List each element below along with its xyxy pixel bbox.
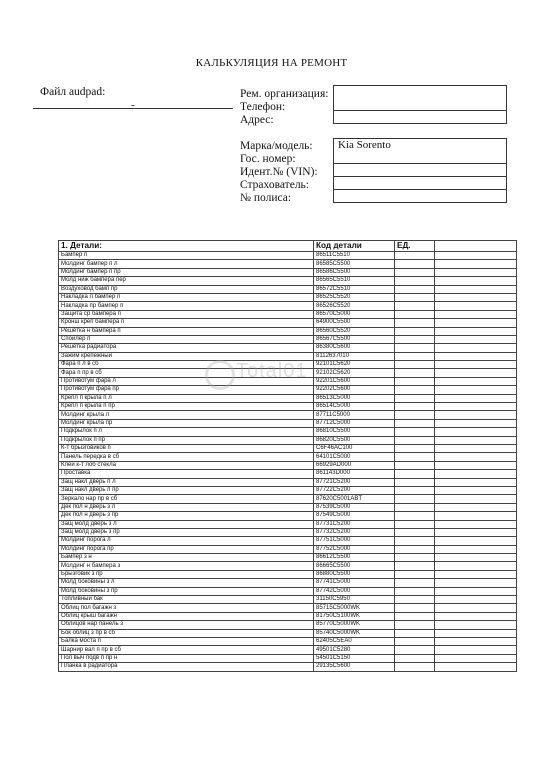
part-code-cell: 87732C5200: [314, 528, 395, 536]
part-code-cell: 87731C5200: [314, 520, 395, 528]
table-row: [59, 528, 517, 536]
repair-org-field[interactable]: [333, 85, 507, 99]
part-code-cell: 49501C5280: [314, 646, 395, 654]
extra-cell: [435, 604, 517, 612]
unit-cell: [395, 621, 435, 629]
part-code-cell: 86612C5500: [314, 554, 395, 562]
part-code-cell: 85740C5000WK: [314, 629, 395, 637]
part-code-cell: 86567C5500: [314, 335, 395, 343]
table-row: [59, 411, 517, 419]
extra-cell: [435, 453, 517, 461]
part-code-cell: 87620C5001ABT: [314, 495, 395, 503]
unit-cell: [395, 629, 435, 637]
parts-table-header: [59, 241, 517, 252]
insurer-label: Страхователь:: [240, 179, 309, 191]
table-row: [59, 394, 517, 402]
part-name-cell: Облиц крыш багажн: [59, 612, 314, 620]
part-code-cell: 86570C5000: [314, 310, 395, 318]
part-name-cell: Фара п л в сб: [59, 361, 314, 369]
part-name-cell: Балка моста п: [59, 637, 314, 645]
make-model-label: Марка/модель:: [240, 140, 313, 152]
phone-field[interactable]: [333, 98, 507, 111]
part-name-cell: Молдинг крыла пр: [59, 419, 314, 427]
unit-cell: [395, 302, 435, 310]
extra-cell: [435, 663, 517, 671]
unit-cell: [395, 612, 435, 620]
extra-cell: [435, 545, 517, 553]
part-code-cell: 87722C5200: [314, 486, 395, 494]
table-row: [59, 444, 517, 452]
unit-cell: [395, 344, 435, 352]
unit-cell: [395, 260, 435, 268]
unit-cell: [395, 570, 435, 578]
table-row: [59, 277, 517, 285]
extra-cell: [435, 495, 517, 503]
unit-cell: [395, 646, 435, 654]
table-row: [59, 403, 517, 411]
part-name-cell: Защ молд дверь з пр: [59, 528, 314, 536]
extra-cell: [435, 419, 517, 427]
part-code-cell: 861143D000: [314, 470, 395, 478]
part-name-cell: Молд боковины з пр: [59, 587, 314, 595]
unit-cell: [395, 453, 435, 461]
header-part-code: Код детали: [314, 241, 395, 252]
part-code-cell: 64101C5000: [314, 453, 395, 461]
part-name-cell: Дек пол н дверь з пр: [59, 512, 314, 520]
part-code-cell: 86380C5600: [314, 344, 395, 352]
unit-cell: [395, 386, 435, 394]
table-row: [59, 335, 517, 343]
part-name-cell: Облиц пол багажн з: [59, 604, 314, 612]
extra-cell: [435, 344, 517, 352]
unit-cell: [395, 403, 435, 411]
extra-cell: [435, 637, 517, 645]
extra-cell: [435, 386, 517, 394]
part-name-cell: Крепл п крыла п л: [59, 394, 314, 402]
extra-cell: [435, 268, 517, 276]
extra-cell: [435, 528, 517, 536]
unit-cell: [395, 470, 435, 478]
part-name-cell: Крепл п крыла п пр: [59, 403, 314, 411]
extra-cell: [435, 436, 517, 444]
part-code-cell: 85715C5000WK: [314, 604, 395, 612]
file-underline: [33, 108, 233, 109]
part-code-cell: 81750C5100WK: [314, 612, 395, 620]
table-row: [59, 637, 517, 645]
part-code-cell: 87752C5000: [314, 545, 395, 553]
table-row: [59, 436, 517, 444]
extra-cell: [435, 478, 517, 486]
page-title: КАЛЬКУЛЯЦИЯ НА РЕМОНТ: [195, 57, 348, 69]
part-name-cell: Фара п пр в сб: [59, 369, 314, 377]
extra-cell: [435, 537, 517, 545]
table-row: [59, 629, 517, 637]
table-row: [59, 621, 517, 629]
part-name-cell: Бампер п: [59, 252, 314, 260]
extra-cell: [435, 562, 517, 570]
watermark-logo-icon: [205, 360, 235, 390]
part-code-cell: 87549C5000: [314, 512, 395, 520]
part-code-cell: 62405C5EA0: [314, 637, 395, 645]
part-code-cell: 31150C5950: [314, 596, 395, 604]
part-name-cell: Молдинг порога л: [59, 537, 314, 545]
table-row: [59, 428, 517, 436]
table-row: [59, 453, 517, 461]
unit-cell: [395, 419, 435, 427]
part-code-cell: 92201C5600: [314, 377, 395, 385]
unit-cell: [395, 579, 435, 587]
part-name-cell: Спойлер п: [59, 335, 314, 343]
unit-cell: [395, 352, 435, 360]
part-name-cell: Молдинг бампер п л: [59, 260, 314, 268]
part-name-cell: Планка в радиатора: [59, 663, 314, 671]
extra-cell: [435, 319, 517, 327]
unit-cell: [395, 335, 435, 343]
extra-cell: [435, 621, 517, 629]
table-row: [59, 486, 517, 494]
part-name-cell: Проставка: [59, 470, 314, 478]
extra-cell: [435, 612, 517, 620]
extra-cell: [435, 377, 517, 385]
extra-cell: [435, 260, 517, 268]
extra-cell: [435, 302, 517, 310]
extra-cell: [435, 461, 517, 469]
unit-cell: [395, 478, 435, 486]
file-dash: -: [131, 99, 135, 111]
extra-cell: [435, 646, 517, 654]
part-code-cell: 85770C5000WK: [314, 621, 395, 629]
part-name-cell: Защ накл дверь п пр: [59, 486, 314, 494]
unit-cell: [395, 512, 435, 520]
table-row: [59, 520, 517, 528]
part-name-cell: Бок облиц з пр в сб: [59, 629, 314, 637]
part-name-cell: Бампер з н: [59, 554, 314, 562]
part-name-cell: Шарнир вал п пр в сб: [59, 646, 314, 654]
extra-cell: [435, 629, 517, 637]
table-row: [59, 495, 517, 503]
extra-cell: [435, 486, 517, 494]
part-code-cell: 87712C5000: [314, 419, 395, 427]
table-row: [59, 554, 517, 562]
part-code-cell: 87721C5200: [314, 478, 395, 486]
table-row: [59, 327, 517, 335]
unit-cell: [395, 520, 435, 528]
part-name-cell: Пол выч подв п пр н: [59, 654, 314, 662]
part-name-cell: Зажим крепежный: [59, 352, 314, 360]
header-unit: ЕД.: [395, 241, 435, 252]
part-name-cell: Накладка л бампер п: [59, 293, 314, 301]
table-row: [59, 587, 517, 595]
table-row: [59, 319, 517, 327]
table-row: [59, 545, 517, 553]
part-code-cell: 86665C5500: [314, 562, 395, 570]
gov-number-field[interactable]: [333, 151, 507, 164]
header-parts: 1. Детали:: [59, 241, 314, 252]
unit-cell: [395, 361, 435, 369]
part-code-cell: 87711C5000: [314, 411, 395, 419]
unit-cell: [395, 319, 435, 327]
unit-cell: [395, 554, 435, 562]
extra-cell: [435, 352, 517, 360]
part-code-cell: 86820C5500: [314, 436, 395, 444]
table-row: [59, 503, 517, 511]
extra-cell: [435, 512, 517, 520]
part-name-cell: Молдинг порога пр: [59, 545, 314, 553]
watermark: Total01: [236, 360, 308, 382]
unit-cell: [395, 394, 435, 402]
table-row: [59, 604, 517, 612]
part-code-cell: 87741C5000: [314, 579, 395, 587]
table-row: [59, 612, 517, 620]
unit-cell: [395, 293, 435, 301]
part-name-cell: Дек пол н дверь з л: [59, 503, 314, 511]
part-code-cell: 87742C5000: [314, 587, 395, 595]
extra-cell: [435, 554, 517, 562]
part-name-cell: Накладка пр бампер п: [59, 302, 314, 310]
unit-cell: [395, 503, 435, 511]
part-code-cell: 92101C5620: [314, 361, 395, 369]
unit-cell: [395, 436, 435, 444]
part-code-cell: 86880C5500: [314, 570, 395, 578]
table-row: [59, 570, 517, 578]
part-code-cell: 8112637010: [314, 352, 395, 360]
address-field[interactable]: [333, 111, 507, 124]
unit-cell: [395, 604, 435, 612]
part-code-cell: 29135C5600: [314, 663, 395, 671]
unit-cell: [395, 252, 435, 260]
policy-label: № полиса:: [240, 192, 292, 204]
part-code-cell: 86565C5510: [314, 277, 395, 285]
part-name-cell: Противотум фара л: [59, 377, 314, 385]
repair-org-label: Рем. организация:: [240, 88, 329, 100]
part-code-cell: 86511C5510: [314, 252, 395, 260]
phone-label: Телефон:: [240, 101, 286, 113]
extra-cell: [435, 444, 517, 452]
table-row: [59, 654, 517, 662]
part-code-cell: 86810C5500: [314, 428, 395, 436]
header-extra: [435, 241, 517, 252]
part-code-cell: 87539C5000: [314, 503, 395, 511]
part-code-cell: C6F46AC100: [314, 444, 395, 452]
unit-cell: [395, 596, 435, 604]
vin-label: Идент.№ (VIN):: [240, 166, 318, 178]
table-row: [59, 260, 517, 268]
part-code-cell: 86513C5000: [314, 394, 395, 402]
extra-cell: [435, 361, 517, 369]
extra-cell: [435, 327, 517, 335]
table-row: [59, 252, 517, 260]
part-name-cell: Воздуховод бамп пр: [59, 285, 314, 293]
part-name-cell: Защита ср бампера п: [59, 310, 314, 318]
unit-cell: [395, 495, 435, 503]
table-row: [59, 646, 517, 654]
extra-cell: [435, 570, 517, 578]
unit-cell: [395, 486, 435, 494]
extra-cell: [435, 394, 517, 402]
part-code-cell: 86560C5520: [314, 327, 395, 335]
part-name-cell: Решётка радиатора: [59, 344, 314, 352]
table-row: [59, 478, 517, 486]
part-code-cell: 86586C5500: [314, 268, 395, 276]
part-name-cell: Решётка н бампера п: [59, 327, 314, 335]
unit-cell: [395, 444, 435, 452]
unit-cell: [395, 562, 435, 570]
extra-cell: [435, 654, 517, 662]
table-row: [59, 461, 517, 469]
part-code-cell: 86514C5000: [314, 403, 395, 411]
part-name-cell: Брызговик з пр: [59, 570, 314, 578]
part-name-cell: К-т брызговиков п: [59, 444, 314, 452]
unit-cell: [395, 537, 435, 545]
part-code-cell: 87751C5000: [314, 537, 395, 545]
policy-field[interactable]: [333, 190, 507, 203]
part-code-cell: 54501C5150: [314, 654, 395, 662]
part-name-cell: Молд боковины з л: [59, 579, 314, 587]
extra-cell: [435, 293, 517, 301]
address-label: Адрес:: [240, 114, 274, 126]
unit-cell: [395, 277, 435, 285]
part-code-cell: 86572C5510: [314, 285, 395, 293]
extra-cell: [435, 277, 517, 285]
part-name-cell: Молд ниж бампера пер: [59, 277, 314, 285]
table-row: [59, 386, 517, 394]
table-row: [59, 579, 517, 587]
part-name-cell: Подкрылок п л: [59, 428, 314, 436]
extra-cell: [435, 310, 517, 318]
parts-table: [58, 240, 517, 672]
part-name-cell: Панель передка в сб: [59, 453, 314, 461]
extra-cell: [435, 252, 517, 260]
extra-cell: [435, 503, 517, 511]
unit-cell: [395, 285, 435, 293]
part-name-cell: Топливный бак: [59, 596, 314, 604]
extra-cell: [435, 335, 517, 343]
part-code-cell: 92202C5600: [314, 386, 395, 394]
table-row: [59, 285, 517, 293]
unit-cell: [395, 587, 435, 595]
part-name-cell: Кронш креп бампера п: [59, 319, 314, 327]
unit-cell: [395, 268, 435, 276]
part-code-cell: 86525C5520: [314, 293, 395, 301]
part-name-cell: Молдинг н бампера з: [59, 562, 314, 570]
table-row: [59, 419, 517, 427]
unit-cell: [395, 369, 435, 377]
part-name-cell: Молдинг бампер п пр: [59, 268, 314, 276]
extra-cell: [435, 579, 517, 587]
unit-cell: [395, 377, 435, 385]
part-name-cell: Облицов нар панель з: [59, 621, 314, 629]
part-name-cell: Подкрылок п пр: [59, 436, 314, 444]
extra-cell: [435, 369, 517, 377]
table-row: [59, 302, 517, 310]
part-name-cell: Зеркало нар пр в сб: [59, 495, 314, 503]
table-row: [59, 268, 517, 276]
extra-cell: [435, 470, 517, 478]
unit-cell: [395, 461, 435, 469]
extra-cell: [435, 411, 517, 419]
extra-cell: [435, 596, 517, 604]
part-name-cell: Молдинг крыла л: [59, 411, 314, 419]
unit-cell: [395, 528, 435, 536]
unit-cell: [395, 411, 435, 419]
extra-cell: [435, 403, 517, 411]
part-name-cell: Клей к-т лоб стекла: [59, 461, 314, 469]
extra-cell: [435, 587, 517, 595]
unit-cell: [395, 637, 435, 645]
extra-cell: [435, 520, 517, 528]
part-name-cell: Защ молд дверь з л: [59, 520, 314, 528]
part-code-cell: 92102C5620: [314, 369, 395, 377]
table-row: [59, 310, 517, 318]
unit-cell: [395, 654, 435, 662]
unit-cell: [395, 663, 435, 671]
part-name-cell: Противотум фара пр: [59, 386, 314, 394]
unit-cell: [395, 310, 435, 318]
table-row: [59, 537, 517, 545]
table-row: [59, 562, 517, 570]
extra-cell: [435, 428, 517, 436]
table-row: [59, 596, 517, 604]
table-row: [59, 293, 517, 301]
make-model-field[interactable]: Kia Sorento: [333, 138, 507, 152]
part-code-cell: 86585C5500: [314, 260, 395, 268]
table-row: [59, 344, 517, 352]
unit-cell: [395, 545, 435, 553]
insurer-field[interactable]: [333, 177, 507, 190]
part-code-cell: 66929AD000: [314, 461, 395, 469]
table-row: [59, 663, 517, 671]
file-label: Файл audpad:: [40, 86, 106, 98]
unit-cell: [395, 428, 435, 436]
extra-cell: [435, 285, 517, 293]
part-code-cell: 64900C5500: [314, 319, 395, 327]
vin-field[interactable]: [333, 164, 507, 177]
part-code-cell: 86526C5520: [314, 302, 395, 310]
gov-number-label: Гос. номер:: [240, 153, 296, 165]
table-row: [59, 512, 517, 520]
table-row: [59, 470, 517, 478]
unit-cell: [395, 327, 435, 335]
part-name-cell: Защ накл дверь п л: [59, 478, 314, 486]
